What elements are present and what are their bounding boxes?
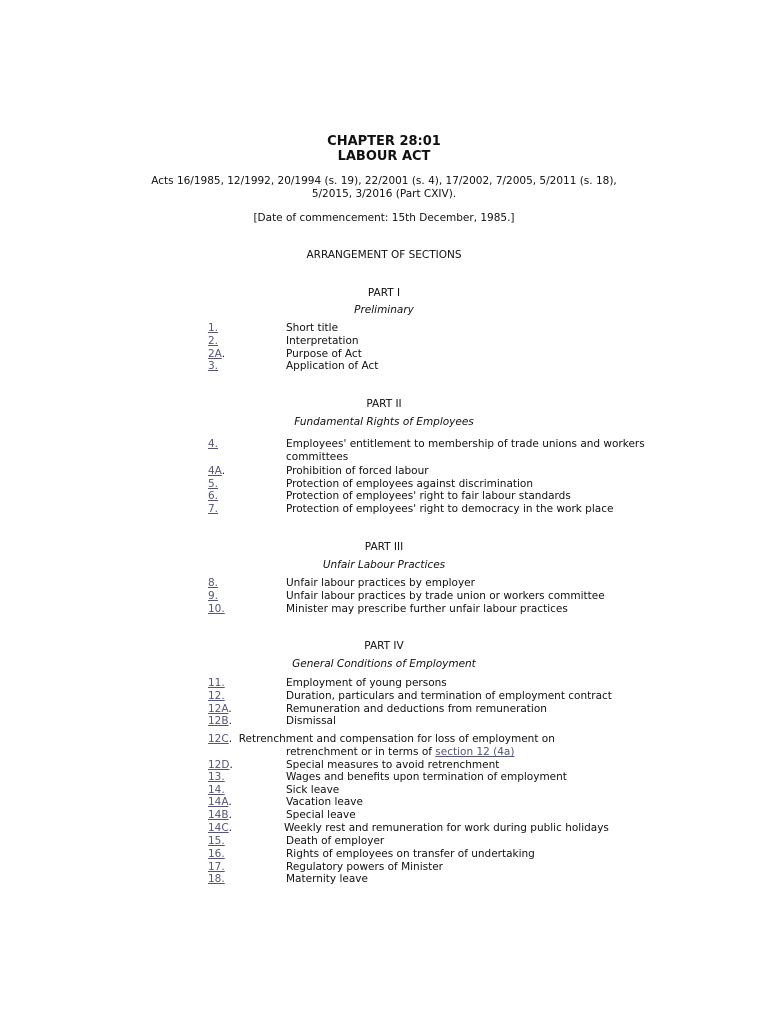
section-suffix: . xyxy=(221,348,226,360)
section-suffix: . xyxy=(228,796,232,808)
section-link-14c[interactable]: 14C xyxy=(208,822,229,834)
section-suffix: . xyxy=(221,465,226,477)
section-link-16[interactable]: 16. xyxy=(208,848,225,860)
section-label: Employees' entitlement to membership of trade unions and workers committees xyxy=(286,438,645,463)
section-label: Special leave xyxy=(286,809,356,821)
section-link-4a[interactable]: 4A xyxy=(208,465,222,477)
section-link-12c[interactable]: 12C xyxy=(208,733,229,745)
section-link-10[interactable]: 10. xyxy=(208,603,225,615)
section-label: Interpretation xyxy=(286,335,359,347)
section-suffix: . xyxy=(228,715,232,727)
section-link-14b[interactable]: 14B xyxy=(208,809,229,821)
section-link-12[interactable]: 12. xyxy=(208,690,225,702)
section-link-14a[interactable]: 14A xyxy=(208,796,229,808)
toc-row-12c xyxy=(208,733,580,746)
part-heading: PART I xyxy=(367,287,401,299)
section-link-17[interactable]: 17. xyxy=(208,861,225,873)
section-label: Vacation leave xyxy=(286,796,363,808)
section-label: Minister may prescribe further unfair labour practices xyxy=(286,603,568,615)
section-label: Unfair labour practices by trade union or workers committee xyxy=(286,590,605,602)
section-label: Short title xyxy=(286,322,339,334)
part-subtitle: Fundamental Rights of Employees xyxy=(294,416,474,428)
chapter-heading: CHAPTER 28:01 xyxy=(327,134,441,149)
section-link-18[interactable]: 18. xyxy=(208,873,225,885)
section-suffix: . xyxy=(228,809,232,821)
section-label: Death of employer xyxy=(286,835,385,847)
acts-line-1: Acts 16/1985, 12/1992, 20/1994 (s. 19), 22/2001 (s. 4), 17/2002, 7/2005, 5/2011 (s. 18), xyxy=(151,175,617,187)
section-label: Rights of employees on transfer of undertaking xyxy=(286,848,535,860)
section-label: Retrenchment and compensation for loss of employment on xyxy=(238,733,555,745)
part-subtitle: General Conditions of Employment xyxy=(292,658,476,670)
section-label: Wages and benefits upon termination of employment xyxy=(286,771,567,783)
section-label: Employment of young persons xyxy=(286,677,447,689)
section-label: Unfair labour practices by employer xyxy=(286,577,475,589)
section-link-6[interactable]: 6. xyxy=(208,490,219,502)
section-label: Sick leave xyxy=(286,784,340,796)
section-label: Remuneration and deductions from remuneration xyxy=(286,703,547,715)
section-link-14[interactable]: 14. xyxy=(208,784,225,796)
section-label: Protection of employees against discrimination xyxy=(286,478,533,490)
section-link-12b[interactable]: 12B xyxy=(208,715,229,727)
arrangement-heading: ARRANGEMENT OF SECTIONS xyxy=(306,249,462,261)
section-link-11[interactable]: 11. xyxy=(208,677,225,689)
section-label: Weekly rest and remuneration for work during public holidays xyxy=(284,822,609,834)
section-label: Special measures to avoid retrenchment xyxy=(286,759,500,771)
section-link-9[interactable]: 9. xyxy=(208,590,219,602)
part-subtitle: Preliminary xyxy=(354,304,414,316)
section-label-continued: retrenchment or in terms of xyxy=(286,746,436,758)
section-link-5[interactable]: 5. xyxy=(208,478,219,490)
section-label: Protection of employees' right to fair labour standards xyxy=(286,490,571,502)
section-link-13[interactable]: 13. xyxy=(208,771,225,783)
commencement-date: [Date of commencement: 15th December, 1985.] xyxy=(253,212,515,224)
section-link-8[interactable]: 8. xyxy=(208,577,219,589)
section-label: Dismissal xyxy=(286,715,336,727)
section-link-2[interactable]: 2. xyxy=(208,335,219,347)
section-link-4[interactable]: 4. xyxy=(208,438,219,450)
act-title: LABOUR ACT xyxy=(337,149,431,164)
section-suffix: . xyxy=(229,759,233,771)
section-label: Duration, particulars and termination of employment contract xyxy=(286,690,612,702)
section-suffix: . xyxy=(228,822,233,834)
section-label: Regulatory powers of Minister xyxy=(286,861,443,873)
section-link-12d[interactable]: 12D xyxy=(208,759,230,771)
section-link-2a[interactable]: 2A xyxy=(208,348,222,360)
section-label: Maternity leave xyxy=(286,873,368,885)
section-suffix: . xyxy=(228,733,233,745)
acts-line-2: 5/2015, 3/2016 (Part CXIV). xyxy=(311,188,457,200)
section-link-7[interactable]: 7. xyxy=(208,503,219,515)
section-link-15[interactable]: 15. xyxy=(208,835,225,847)
section-link-3[interactable]: 3. xyxy=(208,360,219,372)
section-link-1[interactable]: 1. xyxy=(208,322,219,334)
section-label: Protection of employees' right to democracy in the work place xyxy=(286,503,614,515)
section-suffix: . xyxy=(228,703,232,715)
section-label: Purpose of Act xyxy=(286,348,362,360)
section-label: Application of Act xyxy=(286,360,379,372)
section-12-4a-link[interactable]: section 12 (4a) xyxy=(435,746,515,758)
part-heading: PART III xyxy=(364,541,404,553)
part-subtitle: Unfair Labour Practices xyxy=(322,559,446,571)
section-link-12a[interactable]: 12A xyxy=(208,703,229,715)
section-label: Prohibition of forced labour xyxy=(286,465,429,477)
part-heading: PART II xyxy=(366,398,402,410)
part-heading: PART IV xyxy=(364,640,404,652)
